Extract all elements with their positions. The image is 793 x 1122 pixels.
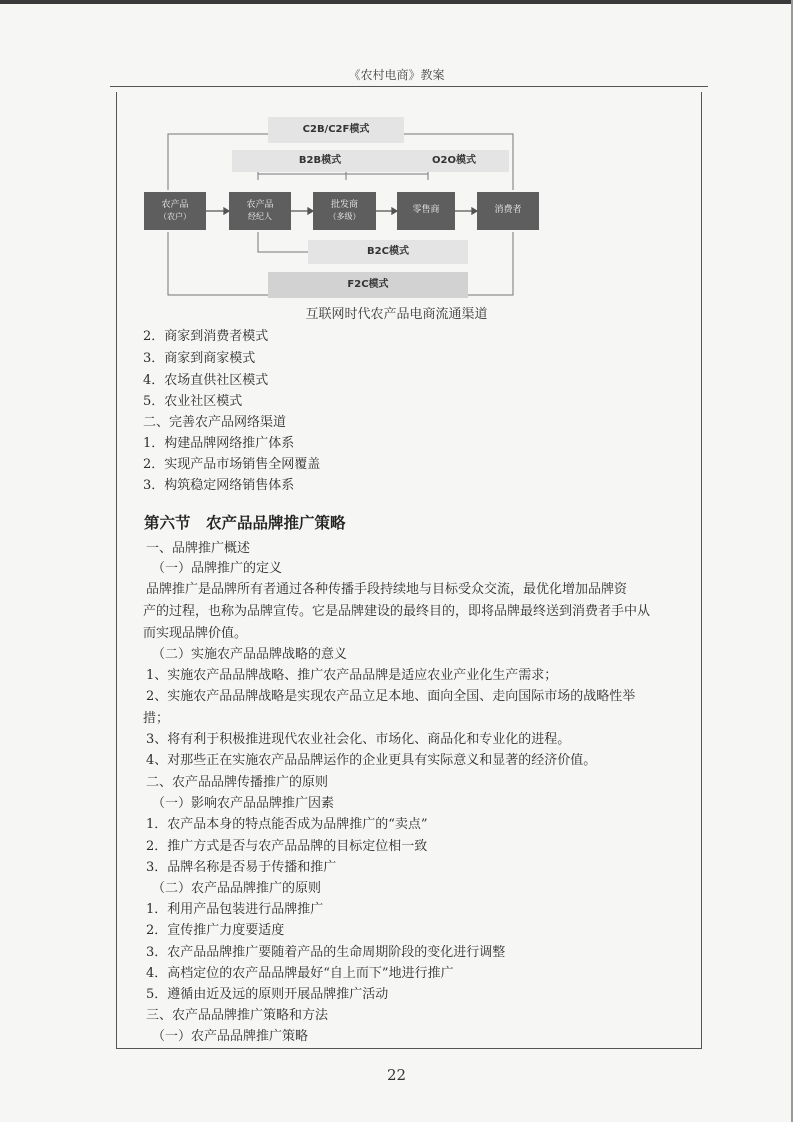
- list-item: 2．商家到消费者模式: [143, 329, 269, 344]
- page-number: 22: [386, 1066, 407, 1084]
- list-item: 5．遵循由近及远的原则开展品牌推广活动: [146, 987, 389, 1002]
- diagram-caption: 互联网时代农产品电商流通渠道: [305, 307, 488, 322]
- paragraph-line: 品牌推广是品牌所有者通过各种传播手段持续地与目标受众交流，最优化增加品牌资: [146, 582, 628, 597]
- paragraph-line: 4、对那些正在实施农产品品牌运作的企业更具有实际意义和显著的经济价值。: [146, 753, 597, 768]
- list-item: 3．农产品品牌推广要随着产品的生命周期阶段的变化进行调整: [146, 945, 506, 960]
- farm-producer-box: [144, 192, 206, 230]
- f2c-model-box: F2C模式: [268, 272, 468, 298]
- farm-producer-line2: （农户）: [159, 211, 191, 221]
- paragraph-line: 而实现品牌价值。: [143, 626, 248, 641]
- broker-box: [229, 192, 291, 230]
- heading-level-2: （一）农产品品牌推广策略: [152, 1029, 309, 1044]
- wholesaler-box: [313, 192, 376, 230]
- farm-producer-line1: 农产品: [161, 200, 189, 211]
- broker-line2: 经纪人: [247, 211, 272, 221]
- paragraph-line: 3、将有利于积极推进现代农业社会化、市场化、商品化和专业化的进程。: [146, 732, 571, 747]
- list-item: 2．实现产品市场销售全网覆盖: [143, 457, 321, 472]
- heading-level-2: （一）影响农产品品牌推广因素: [152, 796, 335, 811]
- list-item: 3．商家到商家模式: [143, 351, 256, 366]
- list-item: 4．农场直供社区模式: [143, 373, 269, 388]
- broker-line1: 农产品: [246, 200, 274, 211]
- channel-diagram: [138, 112, 548, 302]
- page-header-title: 《农村电商》教案: [348, 68, 445, 82]
- heading-level-1: 三、农产品品牌推广策略和方法: [146, 1008, 329, 1023]
- paragraph-line: 措；: [143, 711, 170, 726]
- heading-level-1: 二、农产品品牌传播推广的原则: [146, 775, 329, 790]
- scan-edge-top: [0, 0, 793, 4]
- b2c-model-box: B2C模式: [308, 240, 468, 264]
- heading-level-2: （二）实施农产品品牌战略的意义: [152, 647, 348, 662]
- header-rule: [110, 86, 708, 87]
- wholesaler-line2: （多级）: [328, 211, 361, 221]
- wholesaler-line1: 批发商: [330, 200, 358, 211]
- retailer-box: 零售商: [397, 192, 455, 230]
- list-item: 2．宣传推广力度要适度: [146, 923, 285, 938]
- c2b-c2f-model-box: C2B/C2F模式: [268, 117, 404, 143]
- list-item: 4．高档定位的农产品品牌最好“自上而下”地进行推广: [146, 966, 454, 981]
- section-title: 第六节 农产品品牌推广策略: [144, 513, 346, 532]
- heading-level-2: （二）农产品品牌推广的原则: [152, 881, 322, 896]
- list-item: 1．构建品牌网络推广体系: [143, 436, 295, 451]
- list-item: 1．利用产品包装进行品牌推广: [146, 902, 324, 917]
- o2o-model-box: O2O模式: [399, 150, 509, 172]
- list-item: 1．农产品本身的特点能否成为品牌推广的“卖点”: [146, 817, 428, 832]
- consumer-box: 消费者: [477, 192, 539, 230]
- list-item: 3．构筑稳定网络销售体系: [143, 478, 295, 493]
- heading-level-1: 一、品牌推广概述: [146, 541, 251, 556]
- list-item: 3．品牌名称是否易于传播和推广: [146, 860, 337, 875]
- list-item: 2．推广方式是否与农产品品牌的目标定位相一致: [146, 839, 428, 854]
- list-item: 5．农业社区模式: [143, 394, 243, 409]
- paragraph-line: 1、实施农产品品牌战略、推广农产品品牌是适应农业产业化生产需求；: [146, 668, 558, 683]
- paragraph-line: 产的过程，也称为品牌宣传。它是品牌建设的最终目的，即将品牌最终送到消费者手中从: [143, 604, 651, 619]
- b2b-model-box: B2B模式: [232, 150, 408, 172]
- subheading: 二、完善农产品网络渠道: [143, 415, 287, 430]
- paragraph-line: 2、实施农产品品牌战略是实现农产品立足本地、面向全国、走向国际市场的战略性举: [146, 689, 636, 704]
- heading-level-2: （一）品牌推广的定义: [152, 561, 283, 576]
